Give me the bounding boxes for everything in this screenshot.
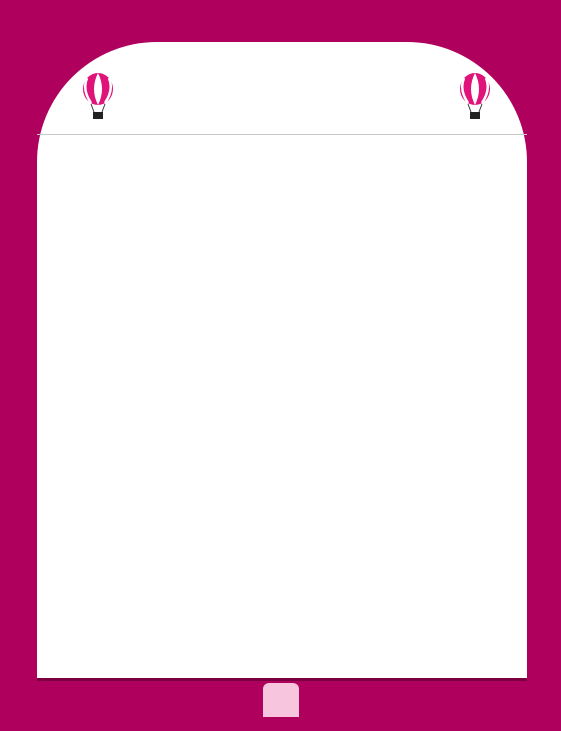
header-divider xyxy=(37,134,527,135)
hot-air-balloon-icon xyxy=(458,72,492,120)
paper-sheet xyxy=(37,42,527,681)
hot-air-balloon-icon xyxy=(81,72,115,120)
page-number xyxy=(263,683,299,717)
